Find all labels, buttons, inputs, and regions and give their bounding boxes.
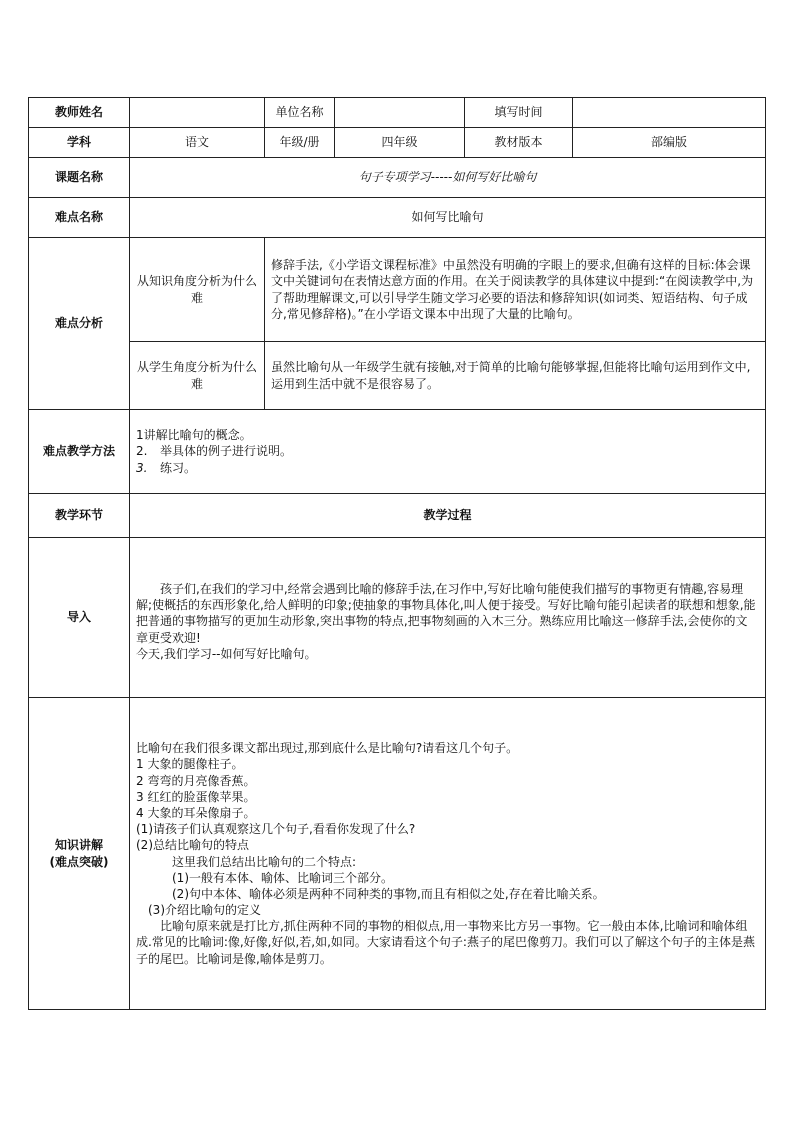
topic-label: 课题名称 (29, 158, 130, 198)
method-item: 3. 练习。 (136, 460, 197, 475)
subject-label: 学科 (29, 128, 130, 158)
row-process-header (29, 494, 766, 538)
row-difficulty (29, 198, 766, 238)
row-analysis-student (29, 342, 766, 410)
row-knowledge (29, 698, 766, 1010)
row-subject (29, 128, 766, 158)
method-item: 2. 举具体的例子进行说明。 (136, 444, 293, 459)
example-sentence: 2 弯弯的月亮像香蕉。 (136, 773, 256, 788)
unit-name-value (335, 98, 465, 128)
grade-value: 四年级 (335, 128, 465, 158)
knowledge-angle-label: 从知识角度分析为什么难 (130, 238, 265, 342)
student-angle-label: 从学生角度分析为什么难 (130, 342, 265, 410)
example-sentence: 3 红红的脸蛋像苹果。 (136, 789, 256, 804)
methods-label: 难点教学方法 (29, 410, 130, 494)
knowledge-line: (3)介绍比喻句的定义 (148, 903, 261, 918)
knowledge-line: 这里我们总结出比喻句的二个特点: (172, 854, 357, 869)
knowledge-line: (1)请孩子们认真观察这几个句子,看看你发现了什么? (136, 822, 416, 837)
intro-text (130, 538, 766, 698)
row-topic (29, 158, 766, 198)
teacher-name-value (130, 98, 265, 128)
intro-paragraph: 孩子们,在我们的学习中,经常会遇到比喻的修辞手法,在习作中,写好比喻句能使我们描写的事物更有情趣,容易理解;使概括的东西形象化,给人鲜明的印象;使抽象的事物具体化,叫人便于接受。写好比喻句能引起读者的联想和想象,能把普通的事物描写的更加生动形象,突出事物的特点,把事物刻画的入木三分。熟练应用比喻这一修辞手法,会使你的文章更受欢迎! (136, 582, 756, 645)
row-intro (29, 538, 766, 698)
difficulty-value: 如何写比喻句 (130, 198, 766, 238)
knowledge-angle-text: 修辞手法,《小学语文课程标准》中虽然没有明确的字眼上的要求,但确有这样的目标:体会课文中关键词句在表情达意方面的作用。在关于阅读教学的具体建议中提到:“在阅读教学中,为了帮助理解课文,可以引导学生随文学习必要的语法和修辞知识(如词类、短语结构、句子成分,常见修辞格)。”在小学语文课本中出现了大量的比喻句。 (265, 238, 766, 342)
fill-date-label: 填写时间 (465, 98, 573, 128)
row-teacher (29, 98, 766, 128)
teaching-process-label: 教学过程 (130, 494, 766, 538)
knowledge-line: (1)一般有本体、喻体、比喻词三个部分。 (172, 870, 393, 885)
row-analysis-knowledge (29, 238, 766, 342)
difficulty-label: 难点名称 (29, 198, 130, 238)
methods-list (130, 410, 766, 494)
row-methods (29, 410, 766, 494)
knowledge-line: (2)句中本体、喻体必须是两种不同种类的事物,而且有相似之处,存在着比喻关系。 (172, 886, 605, 901)
definition-paragraph: 比喻句原来就是打比方,抓住两种不同的事物的相似点,用一事物来比方另一事物。它一般由本体,比喻词和喻体组成.常见的比喻词:像,好像,好似,若,如,如同。大家请看这个句子:燕子的尾巴像剪刀。我们可以了解这个句子的主体是燕子的尾巴。比喻词是像,喻体是剪刀。 (136, 919, 755, 966)
unit-name-label: 单位名称 (265, 98, 335, 128)
method-item: 1讲解比喻句的概念。 (136, 428, 252, 443)
intro-label: 导入 (29, 538, 130, 698)
student-angle-text: 虽然比喻句从一年级学生就有接触,对于简单的比喻句能够掌握,但能将比喻句运用到作文中,运用到生活中就不是很容易了。 (265, 342, 766, 410)
subject-value: 语文 (130, 128, 265, 158)
knowledge-line: (2)总结比喻句的特点 (136, 838, 249, 853)
topic-value: 句子专项学习-----如何写好比喻句 (130, 158, 766, 198)
knowledge-label: 知识讲解 (难点突破) (29, 698, 130, 1010)
edition-label: 教材版本 (465, 128, 573, 158)
fill-date-value (573, 98, 766, 128)
example-sentence: 4 大象的耳朵像扇子。 (136, 805, 256, 820)
teaching-step-label: 教学环节 (29, 494, 130, 538)
analysis-label: 难点分析 (29, 238, 130, 410)
edition-value: 部编版 (573, 128, 766, 158)
teacher-name-label: 教师姓名 (29, 98, 130, 128)
knowledge-text (130, 698, 766, 1010)
intro-closing: 今天,我们学习--如何写好比喻句。 (136, 646, 317, 661)
knowledge-line: 比喻句在我们很多课文都出现过,那到底什么是比喻句?请看这几个句子。 (136, 741, 519, 756)
grade-label: 年级/册 (265, 128, 335, 158)
lesson-plan-table (28, 97, 766, 1010)
example-sentence: 1 大象的腿像柱子。 (136, 757, 244, 772)
